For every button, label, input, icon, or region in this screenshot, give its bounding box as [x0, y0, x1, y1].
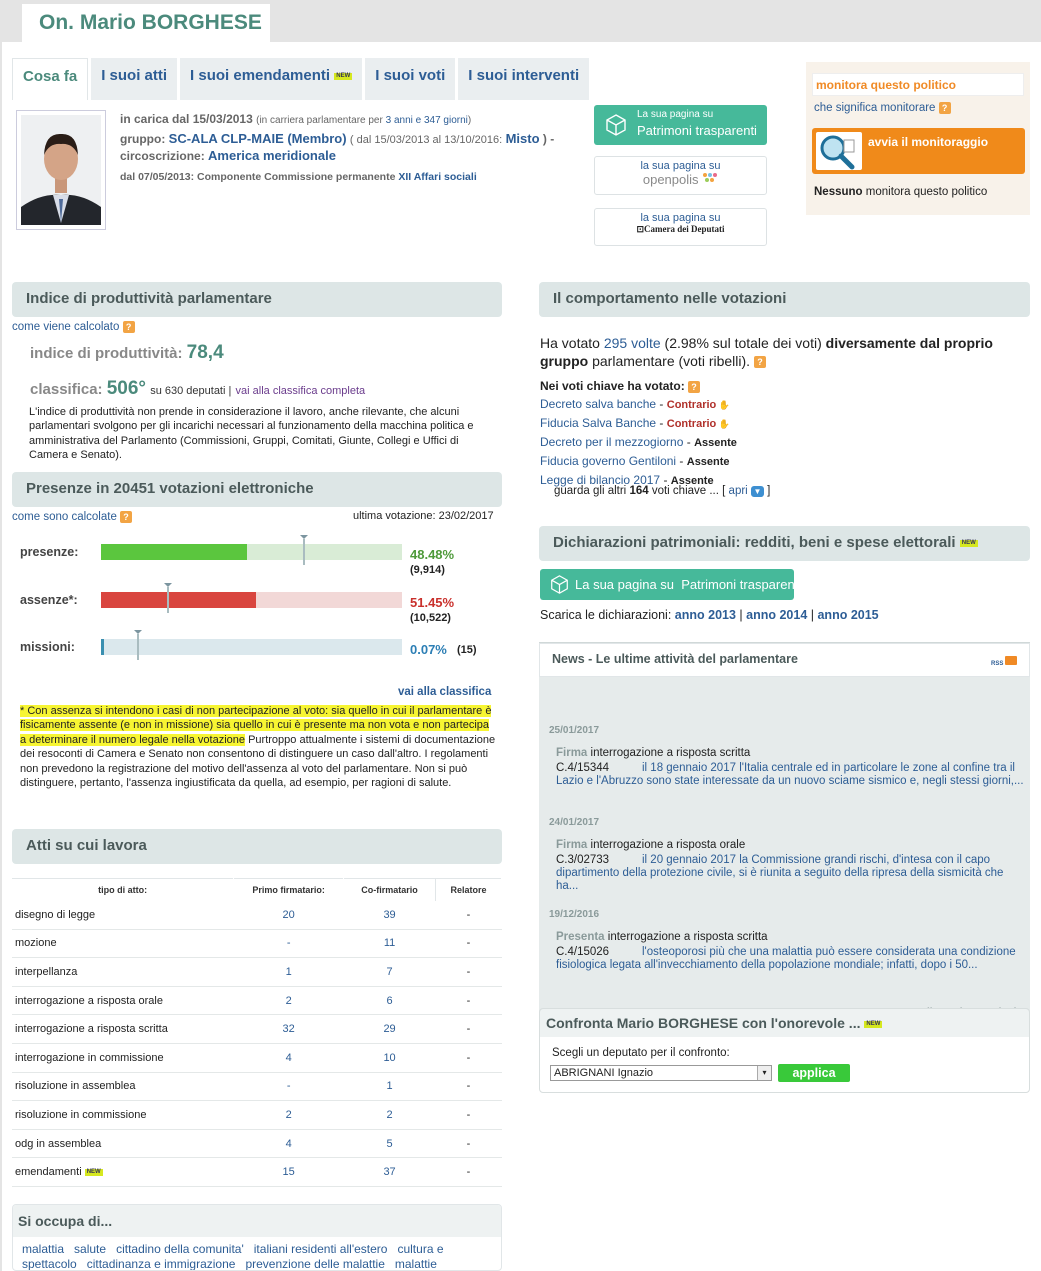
- news-link[interactable]: il 18 gennaio 2017 l'Italia centrale ed in particolare le zone al confine tra il Lazio e l'Abruzzo sono state interessate da un nuovo sciame sismico e, negli stessi giorni,...: [556, 762, 1024, 787]
- atto-count: -: [436, 958, 502, 987]
- monitor-input[interactable]: monitora questo politico: [812, 73, 1024, 96]
- classifica-completa-link[interactable]: vai alla classifica completa: [235, 385, 366, 397]
- avatar: [16, 110, 106, 230]
- news-link[interactable]: il 20 gennaio 2017 la Commissione grandi rischi, d'intesa con il capo dipartimento della protezione civile, si è riunita a seguito della ripresa della sismicità che ha...: [556, 854, 1004, 892]
- voto-chiave-link[interactable]: Decreto per il mezzogiorno: [540, 435, 684, 449]
- topic-link[interactable]: salute: [74, 1242, 107, 1256]
- tab-suoi-atti[interactable]: I suoi atti: [91, 58, 177, 100]
- presenze-pct: 48.48%: [410, 547, 455, 562]
- vai-classifica-link[interactable]: vai alla classifica: [398, 686, 492, 698]
- voto-chiave-link[interactable]: Decreto salva banche: [540, 397, 657, 411]
- atto-type: emendamenti NEW: [12, 1158, 234, 1187]
- help-icon[interactable]: ?: [754, 356, 766, 368]
- new-badge: NEW: [961, 539, 976, 546]
- box-icon: [605, 114, 627, 136]
- atto-count: -: [234, 1072, 344, 1101]
- table-row: [12, 1129, 502, 1158]
- circoscrizione-link[interactable]: America meridionale: [208, 148, 336, 163]
- votazioni-heading: Il comportamento nelle votazioni: [539, 282, 1030, 317]
- tab-cosa-fa[interactable]: Cosa fa: [12, 58, 88, 100]
- presenze-bar-fill: [101, 544, 247, 560]
- help-icon[interactable]: ?: [123, 321, 135, 333]
- voto-value: Assente: [670, 475, 714, 487]
- atto-type: interrogazione in commissione: [12, 1043, 234, 1072]
- atto-count[interactable]: 10: [344, 1043, 436, 1072]
- voto-value: Assente: [694, 437, 737, 449]
- atto-count[interactable]: 1: [344, 1072, 436, 1101]
- atto-count: -: [436, 1015, 502, 1044]
- apri-link[interactable]: apri: [728, 485, 748, 497]
- occupa-box: Si occupa di... malattia salute cittadino della comunita' italiani residenti all'estero cultura e spettacolo cittadinanza e immigrazione prevenzione delle malattie malattie: [12, 1204, 502, 1271]
- voto-value: Contrario: [666, 418, 717, 430]
- new-badge: NEW: [336, 72, 351, 79]
- news-box: News - Le ultime attività del parlamentare RSS 25/01/2017 Firma interrogazione a risposta scritta C.4/15344 il 18 gennaio 2017 l'Italia centrale ed in particolare le zone al confine tra il Lazio e l'Abruzzo sono state interessate da un nuovo sciame sismico e, negli stessi giorni,... 24/01/2017 Firma interrogazione a risposta orale C.3/02733 il 20 gennaio 2017 la Commissione grandi rischi, d'intesa con il capo dipartimento della protezione civile, si è riunita a seguito della ripresa della sismicità che ha... 19/12/2016 Presenta interrogazione a risposta scritta C.4/15026 l'osteoporosi più che una malattia può essere considerata una condizione fisiologica legata all'invecchiamento della popolazione mondiale; infatti, dopo i 50...: [539, 642, 1030, 1032]
- average-marker: [167, 587, 169, 613]
- gruppo-link[interactable]: SC-ALA CLP-MAIE (Membro): [168, 131, 347, 146]
- topic-link[interactable]: italiani residenti all'estero: [253, 1242, 388, 1256]
- box-icon: [550, 575, 569, 594]
- presenze-bar-fill: [101, 592, 256, 608]
- table-row: [12, 1015, 502, 1044]
- topic-link[interactable]: cultura e: [397, 1242, 444, 1256]
- come-sono-calcolate-link[interactable]: come sono calcolate: [12, 511, 117, 524]
- atto-count[interactable]: 1: [234, 958, 344, 987]
- in-carica: in carica dal 15/03/2013: [120, 112, 253, 126]
- camera-logo-icon: ⊡: [636, 224, 645, 234]
- average-marker: [303, 539, 305, 565]
- topic-link[interactable]: cittadinanza e immigrazione: [86, 1257, 236, 1271]
- presenze-count: (10,522): [410, 612, 451, 624]
- atto-count[interactable]: 5: [344, 1129, 436, 1158]
- atti-heading: Atti su cui lavora: [12, 829, 502, 864]
- table-row: [12, 901, 502, 930]
- topic-link[interactable]: malattie: [394, 1257, 437, 1271]
- openpolis-logo-icon: [702, 172, 718, 184]
- come-calcolato-link[interactable]: come viene calcolato: [12, 321, 120, 334]
- deputato-select[interactable]: ABRIGNANI Ignazio ▾: [550, 1065, 772, 1081]
- news-date: 25/01/2017: [549, 725, 600, 736]
- classifica-value: 506°: [106, 378, 147, 399]
- commissione-link[interactable]: XII Affari sociali: [398, 171, 477, 183]
- voto-chiave-item: Fiducia Salva Banche - Contrario ✋: [540, 416, 730, 430]
- monitor-box: monitora questo politico che significa monitorare ? avvia il monitoraggio Nessuno monitora questo politico: [806, 62, 1030, 215]
- chevron-down-icon: ▾: [757, 1066, 771, 1080]
- voti-chiave-list: [540, 395, 737, 490]
- atto-count: -: [436, 1072, 502, 1101]
- atto-count: -: [436, 1158, 502, 1187]
- atto-count[interactable]: 4: [234, 1129, 344, 1158]
- atti-table: tipo di atto: Primo firmatario: Co-firmatario Relatore disegno di legge 20 39 - mozione - 11 - interpellanza 1 7 - interrogazione a risposta orale 2 6 - interrogazione a risposta scritta 32 29 - interrogazione in commissione 4 10 - risoluzione in assemblea - 1 - risoluzione in commissione 2 2 - odg in assemblea 4 5 - emendamenti NEW 15 37 -: [12, 878, 502, 1187]
- presenze-bar-fill: [101, 639, 104, 655]
- anno-2014-link[interactable]: anno 2014: [746, 608, 808, 622]
- atto-count[interactable]: 15: [234, 1158, 344, 1187]
- page-title: On. Mario BORGHESE: [39, 11, 262, 34]
- header-tab: [22, 4, 270, 42]
- help-icon[interactable]: ?: [688, 381, 700, 393]
- atto-count[interactable]: 7: [344, 958, 436, 987]
- anno-2013-link[interactable]: anno 2013: [674, 608, 736, 622]
- table-row: [12, 958, 502, 987]
- atto-count[interactable]: 20: [234, 901, 344, 930]
- topic-link[interactable]: prevenzione delle malattie: [245, 1257, 385, 1271]
- assenza-note: * Con assenza si intendono i casi di non partecipazione al voto: sia quello in cui il parlamentare è fisicamente assente (e non in missione) sia quello in cui è presente ma non vota e non partecipa a determinare il numero legale nella votazione Purtroppo attualmente i sistemi di documentazione dei resoconti di Camera e Senato non consentono di distinguere un caso dall'altro. I regolamenti non prevedono la registrazione del motivo dell'assenza al voto del parlamentare. Non si può distinguere, pertanto, l'assenza ingiustificata da quella, ad esempio, per ragioni di salute.: [20, 705, 496, 790]
- atto-type: risoluzione in commissione: [12, 1101, 234, 1130]
- news-date: 24/01/2017: [549, 817, 600, 828]
- indice-value: 78,4: [186, 342, 224, 363]
- new-badge: NEW: [866, 1020, 881, 1027]
- topic-link[interactable]: spettacolo: [22, 1257, 77, 1271]
- nav-tabs: [12, 58, 592, 100]
- atto-count[interactable]: 29: [344, 1015, 436, 1044]
- voto-chiave-item: Legge di bilancio 2017 - Assente: [540, 473, 714, 487]
- voto-chiave-link[interactable]: Fiducia Salva Banche: [540, 416, 657, 430]
- rss-icon[interactable]: [1005, 656, 1017, 665]
- atto-count: -: [234, 929, 344, 958]
- gruppo-prev-link[interactable]: Misto: [505, 131, 540, 146]
- table-row: [12, 1043, 502, 1072]
- topic-link[interactable]: malattia: [22, 1242, 65, 1256]
- voto-value: Assente: [686, 456, 730, 468]
- atto-count[interactable]: 32: [234, 1015, 344, 1044]
- voto-value: Contrario: [666, 399, 717, 411]
- table-row: [12, 986, 502, 1015]
- atto-count[interactable]: 4: [234, 1043, 344, 1072]
- produttivita-heading: Indice di produttività parlamentare: [12, 282, 502, 317]
- dichiarazioni-heading: Dichiarazioni patrimoniali: redditi, beni e spese elettorali NEW: [539, 526, 1030, 561]
- volte-link[interactable]: 295 volte: [603, 335, 661, 351]
- atto-count[interactable]: 2: [234, 986, 344, 1015]
- voto-chiave-link[interactable]: Fiducia governo Gentiloni: [540, 454, 677, 468]
- presenze-bar-track: [101, 639, 402, 655]
- patrimoni-button[interactable]: La sua pagina su Patrimoni trasparenti: [594, 105, 767, 145]
- atto-count[interactable]: 2: [344, 1101, 436, 1130]
- news-item: Firma interrogazione a risposta orale C.3/02733 il 20 gennaio 2017 la Commissione grandi rischi, d'intesa con il capo dipartimento della protezione civile, si è riunita a seguito della ripresa della sismicità che ha...: [556, 839, 1004, 892]
- ultima-votazione: ultima votazione: 23/02/2017: [353, 510, 494, 522]
- voto-chiave-item: Decreto salva banche - Contrario ✋: [540, 397, 730, 411]
- tab-suoi-interventi[interactable]: I suoi interventi: [458, 58, 589, 100]
- table-row: [12, 1072, 502, 1101]
- voto-chiave-link[interactable]: Legge di bilancio 2017: [540, 473, 661, 487]
- openpolis-button[interactable]: la sua pagina su openpolis: [594, 156, 767, 195]
- atto-type: disegno di legge: [12, 901, 234, 930]
- atto-type: odg in assemblea: [12, 1129, 234, 1158]
- atto-count: -: [436, 986, 502, 1015]
- avvia-monitoraggio-button[interactable]: avvia il monitoraggio: [812, 128, 1025, 174]
- news-item: Firma interrogazione a risposta scritta C.4/15344 il 18 gennaio 2017 l'Italia centrale ed in particolare le zone al confine tra il Lazio e l'Abruzzo sono state interessate da un nuovo sciame sismico e, negli stessi giorni,...: [556, 747, 1024, 787]
- patrimoni-button-2[interactable]: La sua pagina su Patrimoni trasparenti: [540, 569, 794, 600]
- presenze-heading: Presenze in 20451 votazioni elettroniche: [12, 472, 502, 507]
- table-row: [12, 1101, 502, 1130]
- tab-suoi-emendamenti[interactable]: I suoi emendamenti NEW: [180, 58, 362, 100]
- news-link[interactable]: l'osteoporosi più che una malattia può essere considerata una condizione fisiologica legata all'invecchiamento della popolazione mondiale; infatti, dopo i 50...: [556, 946, 1016, 971]
- chevron-down-icon[interactable]: ▼: [751, 486, 764, 497]
- tab-suoi-voti[interactable]: I suoi voti: [365, 58, 455, 100]
- table-row: [12, 1158, 502, 1187]
- help-icon[interactable]: ?: [120, 511, 132, 523]
- new-badge: NEW: [86, 1168, 101, 1175]
- atto-count: -: [436, 1101, 502, 1130]
- average-marker: [137, 634, 139, 660]
- presenze-row-label: assenze*:: [20, 593, 78, 607]
- atto-count[interactable]: 2: [234, 1101, 344, 1130]
- atto-type: interpellanza: [12, 958, 234, 987]
- thumb-down-icon: ✋: [716, 419, 730, 429]
- voto-chiave-item: Decreto per il mezzogiorno - Assente: [540, 435, 737, 449]
- atto-type: interrogazione a risposta scritta: [12, 1015, 234, 1044]
- table-row: [12, 929, 502, 958]
- atto-count: -: [436, 1043, 502, 1072]
- person-photo: [21, 115, 101, 225]
- profile-info: in carica dal 15/03/2013 (in carriera parlamentare per 3 anni e 347 giorni) gruppo: SC-ALA CLP-MAIE (Membro) ( dal 15/03/2013 al 13/10/2016: Misto ) - circoscrizione: America meridionale dal 07/05/2013: Componente Commissione permanente XII Affari sociali: [120, 112, 555, 183]
- anno-2015-link[interactable]: anno 2015: [817, 608, 879, 622]
- atto-type: risoluzione in assemblea: [12, 1072, 234, 1101]
- news-date: 19/12/2016: [549, 909, 600, 920]
- atto-type: mozione: [12, 929, 234, 958]
- presenze-row-label: missioni:: [20, 640, 75, 654]
- carriera-link[interactable]: 3 anni e 347 giorni: [385, 115, 468, 126]
- topic-link[interactable]: cittadino della comunita': [116, 1242, 244, 1256]
- che-significa-link[interactable]: che significa monitorare: [814, 102, 936, 115]
- magnifier-icon: [816, 132, 862, 170]
- presenze-pct: 51.45%: [410, 595, 455, 610]
- atto-count[interactable]: 6: [344, 986, 436, 1015]
- presenze-count: (9,914): [410, 564, 445, 576]
- atto-count: -: [436, 929, 502, 958]
- atto-count[interactable]: 11: [344, 929, 436, 958]
- produttivita-description: L'indice di produttività non prende in considerazione il lavoro, anche rilevante, che alcuni parlamentari svolgono per gli incarichi necessari al funzionamento della macchina politica e amministrativa del Parlamento (Commissioni, Gruppi, Comitati, Giunte, Collegi e Uffici di Camera e Senato).: [29, 406, 474, 462]
- presenze-pct: 0.07%: [410, 642, 447, 657]
- presenze-row-label: presenze:: [20, 545, 79, 559]
- news-item: Presenta interrogazione a risposta scritta C.4/15026 l'osteoporosi più che una malattia può essere considerata una condizione fisiologica legata all'invecchiamento della popolazione mondiale; infatti, dopo i 50...: [556, 931, 1016, 971]
- atto-count: -: [436, 1129, 502, 1158]
- atto-count: -: [436, 901, 502, 930]
- atto-count[interactable]: 37: [344, 1158, 436, 1187]
- atto-count[interactable]: 39: [344, 901, 436, 930]
- voto-chiave-item: Fiducia governo Gentiloni - Assente: [540, 454, 730, 468]
- thumb-down-icon: ✋: [716, 400, 730, 410]
- presenze-count: (15): [457, 644, 477, 656]
- main-content: Cosa fa I suoi atti I suoi emendamenti NEW I suoi voti I suoi interventi in carica dal 15/03/2013 (in carriera parlamentare per 3 anni e 347 giorni) gruppo: SC-ALA CLP-MAIE (Membro) ( dal 15/03/2013 al 13/10/2016: Misto ) - circoscrizione: America meridionale dal 07/05/2013: Componente Commissione permanente XII Affari sociali La sua pagina su Patrimoni trasparenti la sua pagina su openpolis la sua pagina su ⊡Camera dei Deputati monitora questo politico che significa monitorare ? avvia il monitoraggio Nessuno monitora questo politico Indice di produttività parlamentare come viene calcolato ? indice di produttività: 78,4 classifica: 506° su 630 deputati | vai alla classifica completa L'indice di produttività non prende in considerazione il lavoro, anche rilevante, che alcuni parlamentari svolgono per gli incarichi necessari al funzionamento della macchina politica e amministrativa del Parlamento (Commissioni, Gruppi, Comitati, Giunte, Collegi e Uffici di Camera e Senato). Presenze in 20451 votazioni elettroniche come sono calcolate ? ultima votazione: 23/02/2017 presenze: 48.48% (9,914) assenze*: 51.45% (10,522) missioni: 0.07% (15) vai alla classifica * Con assenza si intendono i casi di non partecipazione al voto: sia quello in cui il parlamentare è fisicamente assente (e non in missione) sia quello in cui è presente ma non vota e non partecipa a determinare il numero legale nella votazione Purtroppo attualmente i sistemi di documentazione dei resoconti di Camera e Senato non consentono di distinguere un caso dall'altro. I regolamenti non prevedono la registrazione del motivo dell'assenza al voto del parlamentare. Non si può distinguere, pertanto, l'assenza ingiustificata da quella, ad esempio, per ragioni di salute. Atti su cui lavora tipo di atto: Primo firmatario: Co-firmatario Relatore disegno di legge 20 39 - mozione - 11 - interpellanza 1 7 - interrogazione a risposta orale 2 6 - interrogazione a risposta scritta 32 29 - interrogazione in commissione 4 10 - risoluzione in assemblea - 1 - risoluzione in commissione 2 2 - odg in assemblea 4 5 - emendamenti NEW 15 37 - Si occupa di... malattia salute cittadino della comunita' italiani residenti all'estero cultura e spettacolo cittadinanza e immigrazione prevenzione delle malattie malattie Il comportamento nelle votazioni Ha votato 295 volte (2.98% sul totale dei voti) diversamente dal proprio gruppo parlamentare (voti ribelli). ? Nei voti chiave ha votato: ? Decreto salva banche - Contrario ✋ Fiducia Salva Banche - Contrario ✋ Decreto per il mezzogiorno - Assente Fiducia governo Gentiloni - Assente Legge di bilancio 2017 - Assente guarda gli altri 164 voti chiave ... [ apri ▼ ] Dichiarazioni patrimoniali: redditi, beni e spese elettorali NEW La sua pagina su Patrimoni trasparenti Scarica le dichiarazioni: anno 2013 | anno 2014 | anno 2015 News - Le ultime attività del parlamentare RSS 25/01/2017 Firma interrogazione a risposta scritta C.4/15344 il 18 gennaio 2017 l'Italia centrale ed in particolare le zone al confine tra il Lazio e l'Abruzzo sono state interessate da un nuovo sciame sismico e, negli stessi giorni,... 24/01/2017 Firma interrogazione a risposta orale C.3/02733 il 20 gennaio 2017 la Commissione grandi rischi, d'intesa con il capo dipartimento della protezione civile, si è riunita a seguito della ripresa della sismicità che ha... 19/12/2016 Presenta interrogazione a risposta scritta C.4/15026 l'osteoporosi più che una malattia può essere considerata una condizione fisiologica legata all'invecchiamento della popolazione mondiale; infatti, dopo i 50... Confronta Mario BORGHESE con l'onorevole ... NEW Scegli un deputato per il confronto: ABRIGNANI Ignazio ▾ applica: [2, 42, 1041, 1271]
- confronta-box: Confronta Mario BORGHESE con l'onorevole ... NEW Scegli un deputato per il confronto: ABRIGNANI Ignazio ▾ applica: [539, 1008, 1030, 1093]
- atto-type: interrogazione a risposta orale: [12, 986, 234, 1015]
- help-icon[interactable]: ?: [939, 102, 951, 114]
- camera-button[interactable]: la sua pagina su ⊡Camera dei Deputati: [594, 208, 767, 246]
- applica-button[interactable]: applica: [778, 1064, 850, 1082]
